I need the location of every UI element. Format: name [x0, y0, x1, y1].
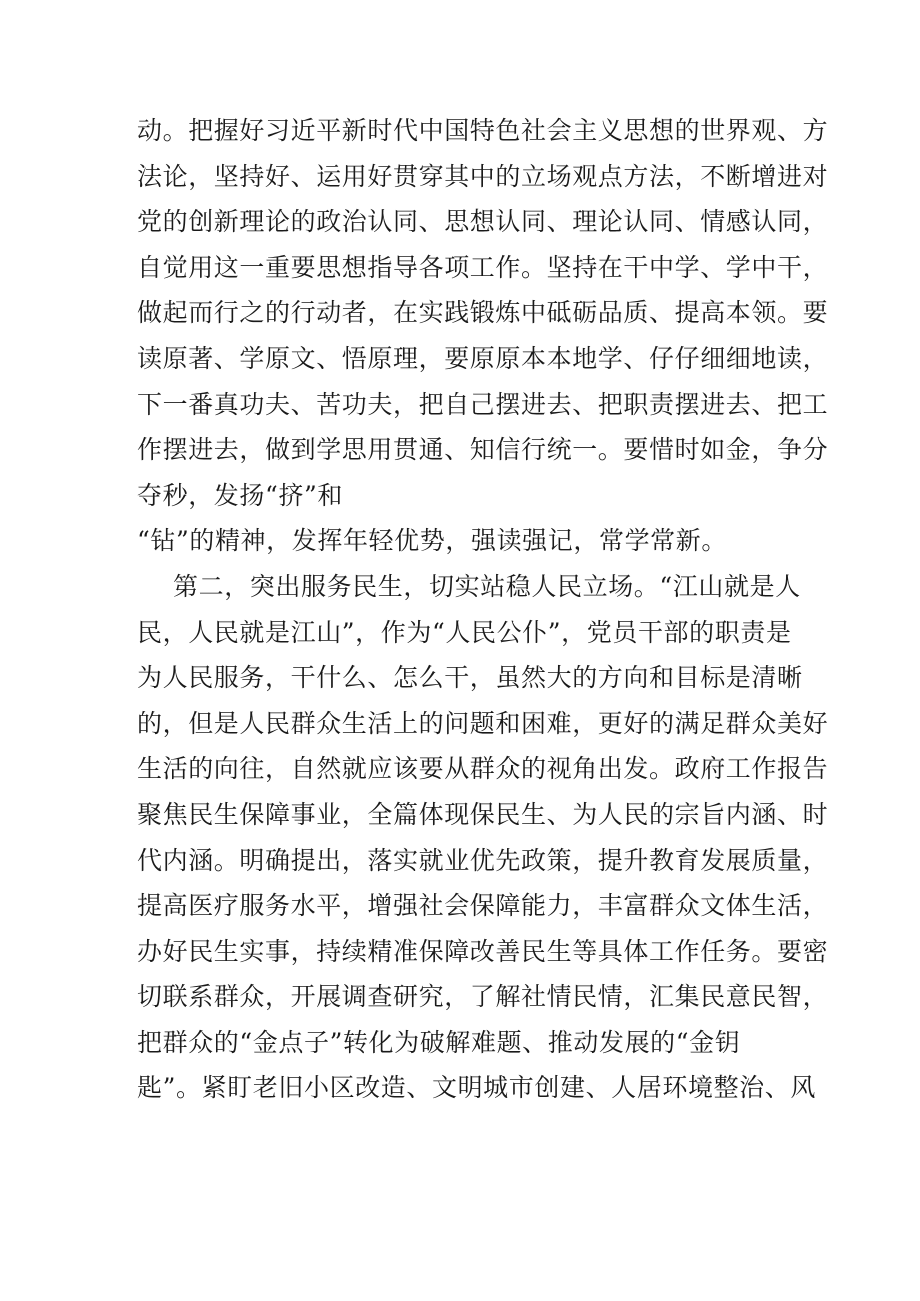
text-line: 匙”。紧盯老旧小区改造、文明城市创建、人居环境整治、风 — [137, 1073, 816, 1103]
text-line: 夺秒，发扬“挤”和 — [137, 480, 343, 510]
text-line: 的，但是人民群众生活上的问题和困难，更好的满足群众美好 — [137, 708, 829, 738]
text-line: 读原著、学原文、悟原理，要原原本本地学、仔仔细细地读， — [137, 343, 829, 373]
text-line: 提高医疗服务水平，增强社会保障能力，丰富群众文体生活， — [137, 891, 829, 921]
text-line: 切联系群众，开展调查研究，了解社情民情，汇集民意民智， — [137, 982, 829, 1012]
paragraph-start-line: 第二，突出服务民生，切实站稳人民立场。“江山就是人 — [173, 571, 801, 601]
text-line: 把群众的“金点子”转化为破解难题、推动发展的“金钥 — [137, 1027, 741, 1057]
text-line: 下一番真功夫、苦功夫，把自己摆进去、把职责摆进去、把工 — [137, 389, 829, 419]
body-text — [137, 108, 829, 1111]
text-line: 动。把握好习近平新时代中国特色社会主义思想的世界观、方 — [137, 116, 829, 145]
text-line: 做起而行之的行动者，在实践锻炼中砥砺品质、提高本领。要 — [137, 298, 829, 328]
text-line: “钻”的精神，发挥年轻优势，强读强记，常学常新。 — [137, 526, 727, 556]
text-line: 聚焦民生保障事业，全篇体现保民生、为人民的宗旨内涵、时 — [137, 799, 829, 829]
text-line: 自觉用这一重要思想指导各项工作。坚持在干中学、学中干， — [137, 252, 829, 282]
text-line: 办好民生实事，持续精准保障改善民生等具体工作任务。要密 — [137, 936, 829, 966]
text-line: 代内涵。明确提出，落实就业优先政策，提升教育发展质量， — [137, 845, 829, 875]
text-line: 为人民服务，干什么、怎么干，虽然大的方向和目标是清晰 — [137, 663, 803, 693]
text-line: 法论，坚持好、运用好贯穿其中的立场观点方法，不断增进对 — [137, 161, 829, 191]
text-line: 作摆进去，做到学思用贯通、知信行统一。要惜时如金，争分 — [137, 435, 829, 465]
text-line: 党的创新理论的政治认同、思想认同、理论认同、情感认同， — [137, 207, 829, 237]
text-line: 生活的向往，自然就应该要从群众的视角出发。政府工作报告 — [137, 754, 829, 784]
text-line: 民，人民就是江山”，作为“人民公仆”，党员干部的职责是 — [137, 617, 792, 647]
